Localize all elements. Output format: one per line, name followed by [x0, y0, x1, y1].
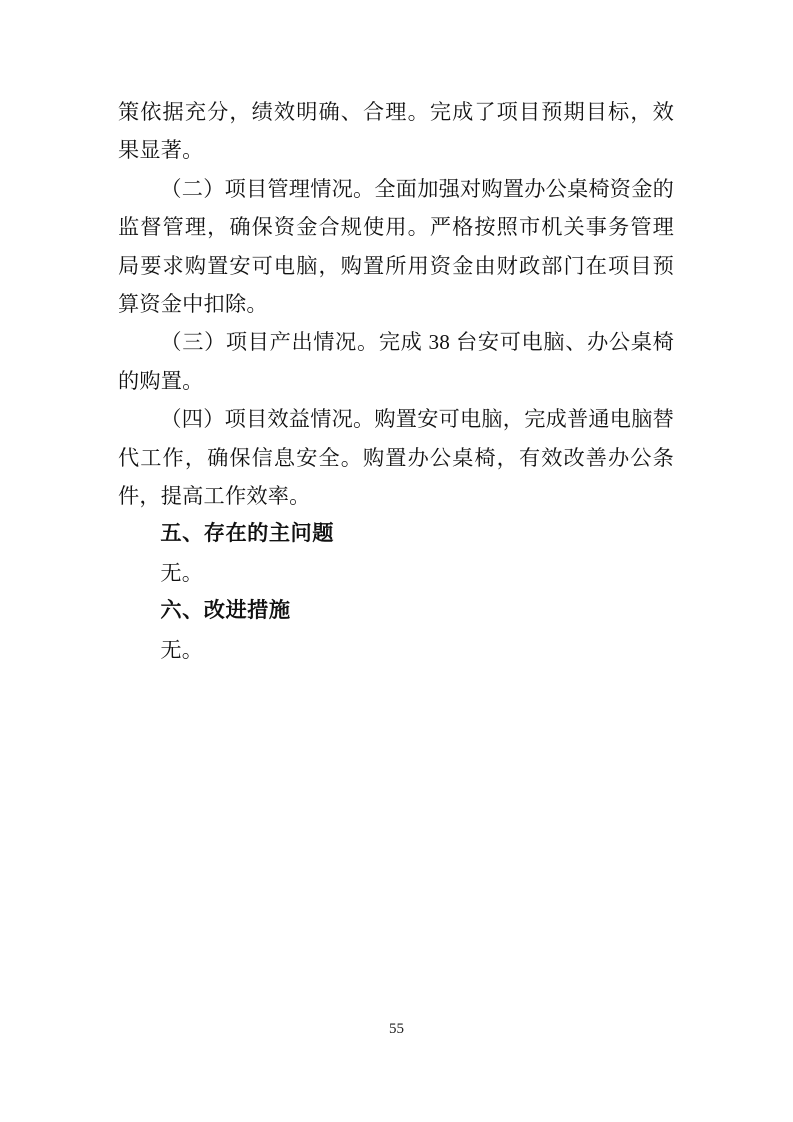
- paragraph: （三）项目产出情况。完成 38 台安可电脑、办公桌椅的购置。: [118, 330, 674, 393]
- document-body: [118, 93, 674, 669]
- section-heading: 六、改进措施: [160, 599, 291, 623]
- paragraph: （二）项目管理情况。全面加强对购置办公桌椅资金的监督管理，确保资金合规使用。严格按照市机关事务管理局要求购置安可电脑，购置所用资金由财政部门在项目预算资金中扣除。: [118, 176, 674, 317]
- paragraph: 策依据充分，绩效明确、合理。完成了项目预期目标，效果显著。: [118, 100, 674, 163]
- section-heading: 五、存在的主问题: [160, 522, 334, 546]
- paragraph: 无。: [160, 560, 204, 585]
- paragraph: （四）项目效益情况。购置安可电脑，完成普通电脑替代工作，确保信息安全。购置办公桌椅，有效改善办公条件，提高工作效率。: [118, 407, 674, 509]
- page-number: 55: [389, 1021, 404, 1037]
- paragraph: 无。: [160, 637, 204, 662]
